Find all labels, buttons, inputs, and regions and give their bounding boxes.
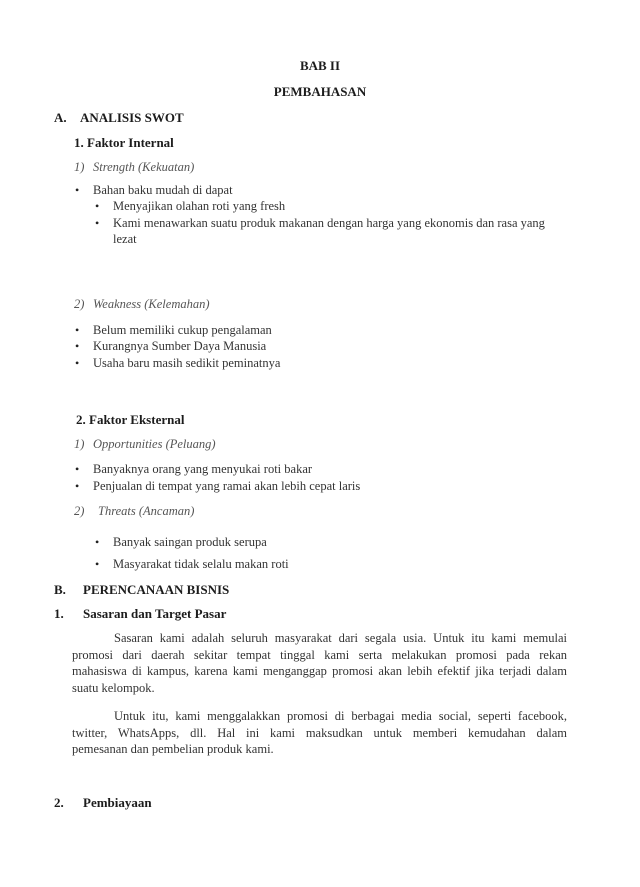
bullet-icon: • (75, 183, 80, 197)
section-a-marker: A. (54, 110, 67, 125)
list-item: Menyajikan olahan roti yang fresh (113, 199, 286, 213)
target-pasar-paragraph-2 (72, 708, 567, 758)
target-pasar-paragraph-1 (72, 630, 567, 696)
section-b-marker: B. (54, 582, 66, 597)
sub1-title: Sasaran dan Target Pasar (83, 606, 227, 621)
bullet-icon: • (95, 557, 100, 571)
list-item: Masyarakat tidak selalu makan roti (113, 557, 289, 571)
section-b-title: PERENCANAAN BISNIS (83, 582, 230, 597)
paragraph-line: mahasiswa di kampus, karena kami menganggap promosi akan lebih efektif jika terjadi dalam (72, 664, 567, 678)
section-a-title: ANALISIS SWOT (80, 110, 184, 125)
chapter-number: BAB II (299, 58, 341, 73)
bullet-icon: • (75, 479, 80, 493)
paragraph-line: Untuk itu, kami menggalakkan promosi di berbagai media social, seperti facebook, (114, 709, 567, 723)
paragraph-line: promosi dari daerah sekitar tempat tinggal kami serta melakukan promosi pada rekan (72, 647, 567, 662)
list-item: Bahan baku mudah di dapat (93, 183, 233, 197)
bullet-icon: • (75, 356, 80, 370)
threats-heading: Threats (Ancaman) (98, 504, 195, 518)
faktor-internal-heading: 1. Faktor Internal (74, 135, 174, 150)
opportunities-marker: 1) (74, 437, 85, 451)
opportunities-heading: Opportunities (Peluang) (93, 437, 216, 451)
paragraph-line: pemesanan dan pembelian produk kami. (72, 742, 274, 756)
list-item: Banyak saingan produk serupa (113, 535, 267, 549)
weakness-heading: Weakness (Kelemahan) (93, 297, 210, 311)
bullet-icon: • (95, 216, 100, 230)
paragraph-line: Sasaran kami adalah seluruh masyarakat dari segala usia. Untuk itu kami memulai (114, 631, 567, 645)
list-item: Kurangnya Sumber Daya Manusia (93, 339, 267, 353)
list-item: Banyaknya orang yang menyukai roti bakar (93, 462, 313, 476)
chapter-title: PEMBAHASAN (273, 84, 367, 99)
faktor-eksternal-heading: 2. Faktor Eksternal (76, 412, 185, 427)
weakness-marker: 2) (74, 297, 85, 311)
strength-marker: 1) (74, 160, 85, 174)
threats-marker: 2) (74, 504, 85, 518)
sub1-marker: 1. (54, 606, 64, 621)
paragraph-line: twitter, WhatsApps, dll. Hal ini kami maksudkan untuk memberi kemudahan dalam (72, 725, 567, 740)
list-item: Usaha baru masih sedikit peminatnya (93, 356, 281, 370)
sub2-marker: 2. (54, 795, 64, 810)
bullet-icon: • (75, 323, 80, 337)
strength-heading: Strength (Kekuatan) (93, 160, 195, 174)
list-item: Penjualan di tempat yang ramai akan lebih cepat laris (93, 479, 361, 493)
sub2-title: Pembiayaan (83, 795, 152, 810)
list-item-continuation: lezat (113, 232, 137, 246)
bullet-icon: • (95, 199, 100, 213)
list-item: Kami menawarkan suatu produk makanan dengan harga yang ekonomis dan rasa yang (113, 216, 545, 230)
bullet-icon: • (75, 462, 80, 476)
paragraph-line: suatu kelompok. (72, 680, 155, 695)
list-item: Belum memiliki cukup pengalaman (93, 323, 272, 337)
bullet-icon: • (75, 339, 80, 353)
bullet-icon: • (95, 535, 100, 549)
